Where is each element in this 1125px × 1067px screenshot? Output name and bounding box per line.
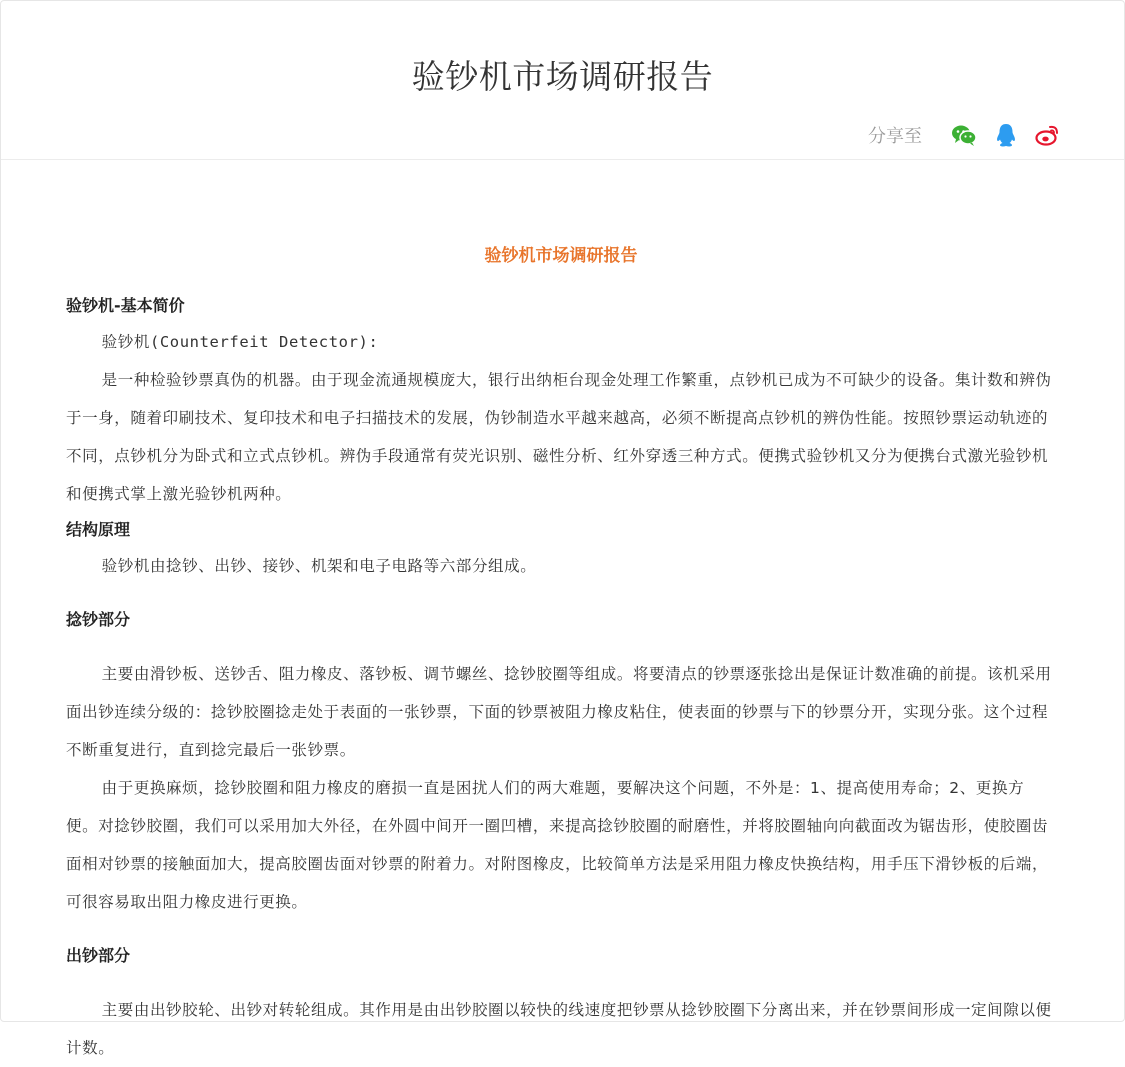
section-heading-intro: 验钞机-基本简价 (66, 296, 185, 315)
structure-paragraph: 验钞机由捻钞、出钞、接钞、机架和电子电路等六部分组成。 (101, 557, 537, 575)
page-title: 验钞机市场调研报告 (411, 57, 714, 96)
section-heading-out: 出钞部分 (66, 946, 131, 965)
intro-paragraph: 是一种检验钞票真伪的机器。由于现金流通规模庞大，银行出纳柜台现金处理工作繁重，点钞机已成为不可缺少的设备。集计数和辨伪于一身，随着印刷技术、复印技术和电子扫描技术的发展，伪钞制造水平越来越高，必须不断提高点钞机的辨伪性能。按照钞票运动轨迹的不同，点钞机分为卧式和立式点钞机。辨伪手段通常有荧光识别、磁性分析、红外穿透三种方式。便携式验钞机又分为便携台式激光验钞机和便携式掌上激光验钞机两种。 (66, 371, 1052, 503)
article-header (1, 1, 1124, 160)
article-title: 验钞机市场调研报告 (484, 246, 638, 266)
qq-icon[interactable] (992, 121, 1020, 149)
share-bar (868, 121, 1062, 149)
share-label: 分享至 (868, 126, 922, 147)
intro-line: 验钞机(Counterfeit Detector): (101, 333, 379, 351)
section-heading-twist: 捻钞部分 (66, 610, 131, 629)
twist-paragraph-2: 由于更换麻烦，捻钞胶圈和阻力橡皮的磨损一直是困扰人们的两大难题，要解决这个问题，不外是：1、提高使用寿命；2、更换方便。对捻钞胶圈，我们可以采用加大外径，在外圆中间开一圈凹槽，来提高捻钞胶圈的耐磨性，并将胶圈轴向向截面改为锯齿形，使胶圈齿面相对钞票的接触面加大，提高胶圈齿面对钞票的附着力。对附图橡皮，比较简单方法是采用阻力橡皮快换结构，用手压下滑钞板的后端，可很容易取出阻力橡皮进行更换。 (66, 779, 1049, 911)
twist-paragraph-1: 主要由滑钞板、送钞舌、阻力橡皮、落钞板、调节螺丝、捻钞胶圈等组成。将要清点的钞票逐张捻出是保证计数准确的前提。该机采用面出钞连续分级的：捻钞胶圈捻走处于表面的一张钞票，下面的钞票被阻力橡皮粘住，使表面的钞票与下的钞票分开，实现分张。这个过程不断重复进行，直到捻完最后一张钞票。 (66, 665, 1052, 759)
article-body (66, 239, 1056, 1067)
out-paragraph: 主要由出钞胶轮、出钞对转轮组成。其作用是由出钞胶圈以较快的线速度把钞票从捻钞胶圈下分离出来，并在钞票间形成一定间隙以便计数。 (66, 1001, 1052, 1057)
weibo-icon[interactable] (1034, 121, 1062, 149)
wechat-icon[interactable] (950, 121, 978, 149)
section-heading-structure: 结构原理 (66, 520, 131, 539)
